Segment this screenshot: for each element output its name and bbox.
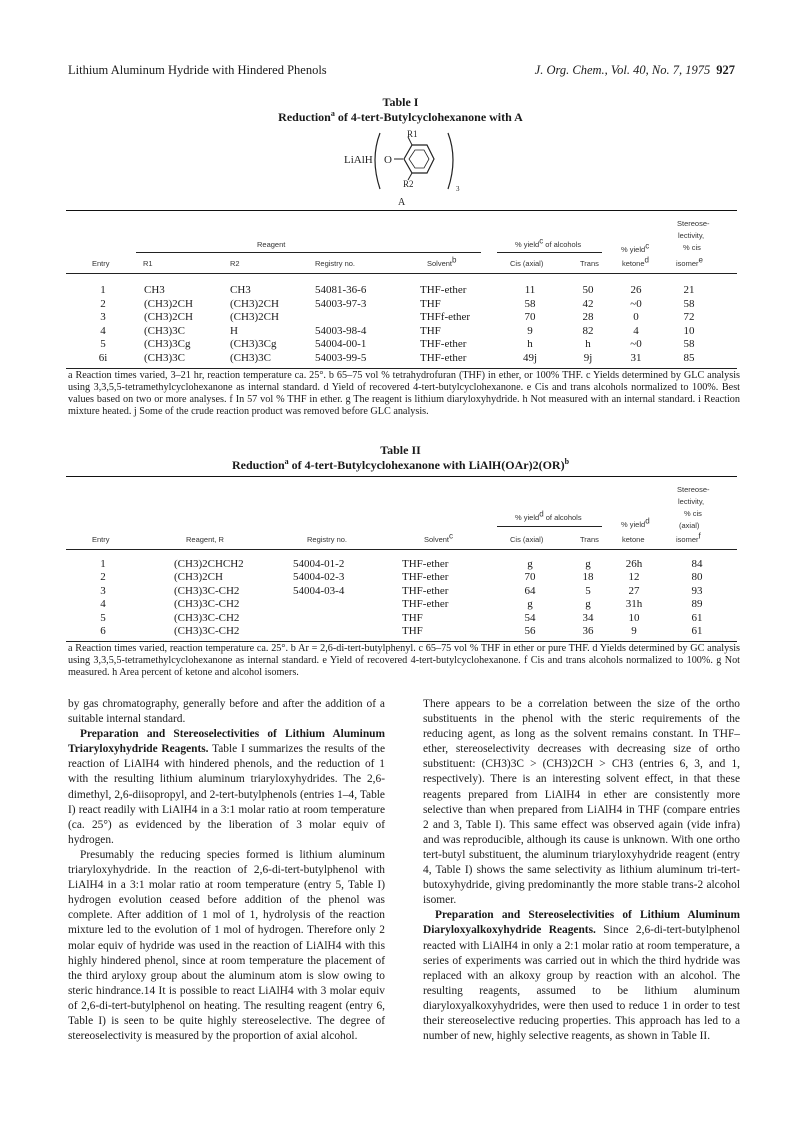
t2-cell-solvent: THF (402, 611, 423, 624)
t1-yield-alc-sup: c (539, 236, 544, 246)
t2-cell-sel: 93 (691, 584, 703, 597)
t2-yield-ket-sup: d (645, 516, 650, 526)
section-heading: Preparation and Stereoselectivities of Lithium Aluminum Diaryloxyalkoxyhydride Reagents. (423, 909, 740, 937)
body-paragraph (423, 908, 740, 1044)
t2-cell-entry: 3 (100, 584, 106, 597)
t1-cell-sel: 58 (683, 297, 695, 310)
t2-cell-ketone: 26h (625, 558, 643, 570)
t2-cell-trans: g (585, 598, 591, 611)
t2-cell-cis: 56 (524, 625, 536, 637)
body-paragraph (68, 697, 385, 727)
structure-label: A (398, 197, 406, 207)
t2-head-reagent: Reagent, R (186, 535, 224, 544)
t1-cell-trans: 28 (582, 311, 594, 323)
body-left-column (68, 697, 385, 1044)
paragraph-text: Presumably the reducing species formed is lithium aluminum triaryloxyhydride. In the reaction of 2,6-di-tert-butylphenol with LiAlH4 in a 3:1 molar ratio at room temperature (entry 5, Table I) hydrogen evolution ceased before addition of the phenol was complete. After addition of 1 mol of 1, hydrolysis of the reaction mixture led to the evolution of 1 mol of hydrogen. Therefore only 2 molar equiv of hydride was used in the reaction of LiAlH4 with this highly hindered phenol, since at room temperature the placement of the third aryloxy group about the aluminum atom is slow owing to steric hindrance.14 It is possible to react LiAlH4 with 3 molar equiv of 2,6-di-tert-butylphenol on heating. The resulting reagent (entry 6, Table I) is seen to be quite highly stereoselective. The degree of stereoselectivity is measured by the proportion of axial alcohol. (68, 848, 385, 1043)
t1-cell-reg: 54081-36-6 (315, 284, 367, 296)
t1-cell-r1: (CH3)3C (144, 351, 185, 364)
paragraph-text: by gas chromatography, generally before and after the addition of a suitable internal standard. (68, 698, 385, 726)
t1-cell-cis: 70 (524, 311, 536, 323)
t1-ketone-text: ketone (622, 259, 645, 268)
table2-title: Table II (380, 443, 421, 457)
t1-cell-solvent: THF (420, 324, 441, 337)
t2-cell-r: (CH3)3C-CH2 (174, 598, 240, 611)
t1-head-cis: Cis (axial) (510, 259, 544, 268)
t2-cell-ketone: 27 (628, 584, 640, 597)
section-heading: Preparation and Stereoselectivities of Lithium Aluminum Triaryloxyhydride Reagents. (68, 728, 385, 756)
table1-top-rule (66, 210, 737, 211)
t2-head-yield-alc (515, 509, 582, 522)
t1-cell-cis: 9 (527, 324, 533, 337)
structure-a-diagram (330, 127, 470, 207)
paragraph-text: Since 2,6-di-tert-butylphenol reacted with LiAlH4 in only a 2:1 molar ratio at room temperature, a series of experiments was carried out in which the third hydride was replaced with an alkoxy group by reaction with an alcohol. The resulting reagents, assumed to be lithium aluminum diaryloxyalkoxyhydrides, were then used to reduce 1 in order to test their stereoselective reducing properties. This approach has led to a number of new, highly selective reagents, as shown in Table II. (423, 924, 740, 1043)
t1-cell-r1: (CH3)3C (144, 324, 185, 337)
t2-yield-rule (497, 526, 602, 527)
t2-solvent-sup: c (449, 531, 454, 541)
table2-caption-sup: a (284, 457, 289, 466)
table2-header-rule (66, 549, 737, 550)
t2-head-cis: Cis (axial) (510, 535, 544, 544)
t2-head-solvent (424, 531, 454, 544)
t1-cell-trans: 82 (582, 324, 594, 337)
t1-cell-sel: 21 (683, 284, 695, 296)
table2-footnotes: a Reaction times varied, reaction temperature ca. 25°. b Ar = 2,6-di-tert-butylphenyl. c 65–75 vol % THF in ether or pure THF. d Yields determined by GC analysis using 3,3,5,5-tetramethylcyclohexanone as internal standard. e Yield of recovered 4-tert-butylcyclohexanone. f Cis and trans alcohols normalized to 100%. g Not measured. h Area percent of ketone and alcohol isomers. (68, 643, 740, 678)
t2-cell-entry: 4 (100, 598, 106, 611)
structure-oxygen: O (384, 154, 392, 166)
t2-cell-solvent: THF-ether (402, 571, 449, 584)
t1-head-yield-alc (515, 236, 582, 249)
t1-cell-entry: 1 (100, 284, 106, 296)
t2-cell-entry: 1 (100, 558, 106, 570)
t1-head-solvent (427, 255, 457, 268)
t1-head-trans: Trans (580, 259, 599, 268)
t1-cell-trans: h (585, 338, 591, 350)
t2-cell-reg: 54004-02-3 (293, 571, 345, 584)
t1-cell-reg: 54003-97-3 (315, 297, 367, 310)
t2-cell-sel: 61 (691, 625, 703, 637)
t1-cell-solvent: THFf-ether (420, 311, 471, 323)
t2-cell-entry: 6 (100, 625, 106, 637)
table1-header-rule (66, 273, 737, 274)
journal-citation: J. Org. Chem., Vol. 40, No. 7, 1975 (534, 63, 711, 77)
t1-cell-r2: CH3 (230, 284, 251, 296)
t1-cell-entry: 3 (100, 311, 106, 323)
t2-head-ketone: ketone (622, 535, 645, 544)
t2-head-trans: Trans (580, 535, 599, 544)
t1-reagent-rule (136, 252, 481, 253)
t1-yield-ket-text: % yield (621, 245, 646, 254)
t1-cell-entry: 2 (100, 297, 106, 310)
t1-cell-ketone: 26 (630, 284, 642, 296)
t2-head-stereo2: lectivity, (678, 497, 705, 506)
t1-head-stereo2: lectivity, (678, 231, 705, 240)
t1-cell-solvent: THF-ether (420, 284, 467, 296)
table2-caption (0, 458, 801, 472)
t1-ketone-sup: d (644, 255, 649, 265)
t2-head-entry: Entry (92, 535, 110, 544)
t2-head-stereo3: % cis (684, 509, 702, 518)
t1-yield-ket-sup: c (645, 241, 650, 251)
t1-cell-sel: 10 (683, 324, 695, 337)
page-number: 927 (716, 63, 735, 77)
t2-cell-cis: g (527, 558, 533, 570)
t2-cell-solvent: THF-ether (402, 558, 449, 570)
t2-yield-ket-text: % yield (621, 520, 646, 529)
t1-cell-r1: CH3 (144, 284, 165, 296)
structure-r2: R2 (403, 179, 414, 189)
table1-footnotes: a Reaction times varied, 3–21 hr, reaction temperature ca. 25°. b 65–75 vol % tetrahydrofuran (THF) in ether, or 100% THF. c Yields determined by GLC analysis using 3,3,5,5-tetramethylcyclohexanone as internal standard. d Yield of recovered 4-tert-butylcyclohexanone. e Cis and trans alcohols normalized to 100%. Best values based on two or more analyses. f In 57 vol % THF in ether. g The reagent is lithium diaryloxyhydride. h Not measured with an internal standard. i Reaction mixture heated. j Some of the crude reaction product was removed before GLC analysis. (68, 370, 740, 417)
t2-cell-ketone: 9 (631, 625, 637, 637)
t2-cell-trans: 34 (582, 611, 594, 624)
t1-cell-r2: (CH3)3C (230, 351, 271, 364)
t1-head-entry: Entry (92, 259, 110, 268)
structure-left-paren (375, 133, 380, 189)
t2-head-stereo1: Stereose- (677, 485, 710, 494)
t1-cell-sel: 85 (683, 351, 695, 364)
t2-cell-cis: g (527, 598, 533, 611)
t2-head-stereo5 (676, 531, 701, 544)
t1-cell-reg: 54003-98-4 (315, 324, 367, 337)
t2-cell-entry: 2 (100, 571, 106, 584)
body-paragraph (68, 848, 385, 1044)
t2-cell-r: (CH3)3C-CH2 (174, 584, 240, 597)
t1-head-ketone (622, 255, 649, 268)
table1-title: Table I (382, 95, 419, 109)
t1-head-reagent: Reagent (257, 240, 286, 249)
paragraph-text: Table I summarizes the results of the reaction of LiAlH4 with hindered phenols, and the reduction of 1 with the resulting lithium aluminum triaryloxyhydrides. The 2,6-dimethyl, 2,6-diisopropyl, and 2-tert-butylphenols (entries 1–4, Table I) react readily with LiAlH4 in a 3:1 molar ratio at room temperature (ca. 25°) as evidenced by the liberation of 3 molar equiv of hydrogen. (68, 743, 385, 846)
t2-cell-reg: 54004-03-4 (293, 584, 345, 597)
t2-yield-alc-sup: d (539, 509, 544, 519)
t2-cell-sel: 61 (691, 611, 703, 624)
t1-cell-entry: 4 (100, 324, 106, 337)
t1-yield-alc-text: % yield (515, 240, 540, 249)
t1-cell-entry: 5 (100, 338, 106, 350)
t1-cell-r1: (CH3)2CH (144, 297, 193, 310)
t2-stereo5-text: isomer (676, 535, 699, 544)
t1-head-stereo1: Stereose- (677, 219, 710, 228)
t1-cell-reg: 54003-99-5 (315, 351, 367, 364)
table2-bottom-rule (66, 641, 737, 642)
t2-cell-solvent: THF-ether (402, 584, 449, 597)
t1-cell-ketone: 0 (633, 311, 639, 323)
t2-cell-cis: 70 (524, 571, 536, 584)
t2-cell-ketone: 12 (628, 571, 640, 584)
t2-cell-solvent: THF (402, 625, 423, 637)
t1-yield-alc-post: of alcohols (543, 240, 582, 249)
t1-cell-ketone: 31 (630, 351, 642, 364)
table1-caption-sup: a (330, 109, 335, 118)
structure-lialh: LiAlH (344, 154, 373, 166)
t2-cell-sel: 84 (691, 558, 703, 570)
t2-cell-ketone: 10 (628, 611, 640, 624)
table1-caption (0, 110, 801, 124)
t1-cell-trans: 50 (582, 284, 594, 296)
t2-head-stereo4: (axial) (679, 521, 700, 530)
paragraph-text: There appears to be a correlation between the size of the ortho substituents in the phenol with the steric requirements of the reducing agent, as long as the solvent remains constant. In THF–ether, stereoselectivity decreases with decreasing size of ortho substituent: (CH3)3C > (CH3)2CH > CH3 (entries 6, 3, and 1, respectively). There is an interesting solvent effect, in that these reagents prepared from LiAlH4 in ether are consistently more selective than when prepared from LiAlH4 in THF (compare entries 2 and 3, Table I). This same effect was observed again (vide infra) and was reproducible, although its cause is unknown. With one ortho tert-butyl substituent, the aluminum triaryloxyhydride reagent (entry 4, Table I) shows the same selectivity as lithium aluminum tri-tert-butoxyhydride, giving predominantly the more stable trans-2 alcohol isomer. (423, 698, 740, 907)
t2-yield-alc-text: % yield (515, 513, 540, 522)
t2-cell-r: (CH3)2CH (174, 571, 223, 584)
t1-stereo4-text: isomer (676, 259, 699, 268)
structure-benzene-inner (409, 150, 429, 168)
t1-cell-r2: (CH3)2CH (230, 311, 279, 323)
structure-r1: R1 (407, 129, 418, 139)
t2-cell-trans: g (585, 558, 591, 570)
body-right-column (423, 697, 740, 1044)
t2-head-registry: Registry no. (307, 535, 348, 544)
running-header-title: Lithium Aluminum Hydride with Hindered Phenols (68, 63, 327, 77)
t2-cell-sel: 89 (691, 598, 703, 611)
t1-cell-cis: h (527, 338, 533, 350)
table2-caption-pre: Reduction (231, 458, 285, 472)
t2-cell-reg: 54004-01-2 (293, 558, 345, 570)
t1-cell-ketone: ~0 (630, 297, 642, 310)
t1-cell-sel: 58 (683, 338, 695, 350)
structure-benzene-ring (404, 145, 434, 173)
t1-cell-solvent: THF-ether (420, 351, 467, 364)
t1-head-r2: R2 (230, 259, 240, 268)
t2-cell-r: (CH3)3C-CH2 (174, 625, 240, 637)
t2-cell-cis: 64 (524, 584, 536, 597)
structure-right-paren (448, 133, 453, 189)
table2-caption-sup2: b (564, 457, 570, 466)
t1-cell-ketone: ~0 (630, 338, 642, 350)
t2-cell-ketone: 31h (625, 598, 643, 611)
t1-cell-solvent: THF-ether (420, 338, 467, 350)
t1-cell-cis: 49j (522, 351, 538, 364)
t1-cell-r2: (CH3)2CH (230, 297, 279, 310)
t2-cell-r: (CH3)3C-CH2 (174, 611, 240, 624)
t1-cell-r2: (CH3)3Cg (230, 338, 277, 350)
t1-cell-cis: 11 (524, 284, 536, 296)
t2-cell-trans: 36 (582, 625, 594, 637)
t2-cell-r: (CH3)2CHCH2 (174, 558, 244, 570)
t1-solvent-sup: b (452, 255, 457, 265)
t2-stereo-sup: f (698, 531, 701, 541)
t1-solvent-text: Solvent (427, 259, 453, 268)
t1-head-r1: R1 (143, 259, 153, 268)
running-header-journal (535, 63, 735, 78)
t2-cell-solvent: THF-ether (402, 598, 449, 611)
body-paragraph (68, 727, 385, 848)
t1-cell-trans: 42 (582, 297, 594, 310)
t1-cell-r2: H (230, 324, 238, 337)
t1-head-registry: Registry no. (315, 259, 356, 268)
t2-cell-sel: 80 (691, 571, 703, 584)
t1-head-yield-ket (621, 241, 650, 254)
table2-caption-post: of 4-tert-Butylcyclohexanone with LiAlH(OAr)2(OR) (288, 458, 565, 472)
t1-cell-entry: 6i (98, 351, 108, 364)
t1-cell-ketone: 4 (633, 324, 639, 337)
t1-cell-cis: 58 (524, 297, 536, 310)
t2-solvent-text: Solvent (424, 535, 450, 544)
t1-cell-solvent: THF (420, 297, 441, 310)
t1-stereo-sup: e (698, 255, 703, 265)
t1-cell-r1: (CH3)2CH (144, 311, 193, 323)
t1-cell-reg: 54004-00-1 (315, 338, 367, 350)
t1-yield-rule (497, 252, 602, 253)
t2-yield-alc-post: of alcohols (543, 513, 582, 522)
structure-subscript: 3 (456, 185, 460, 193)
t2-head-yield-ket (621, 516, 650, 529)
t1-head-stereo4 (676, 255, 703, 268)
t1-cell-sel: 72 (683, 311, 695, 323)
t1-head-stereo3: % cis (683, 243, 701, 252)
t2-cell-trans: 5 (585, 584, 591, 597)
t2-cell-cis: 54 (524, 611, 536, 624)
table2-top-rule (66, 476, 737, 477)
table1-caption-pre: Reduction (278, 110, 331, 124)
t1-cell-r1: (CH3)3Cg (144, 338, 191, 350)
table1-bottom-rule (66, 368, 737, 369)
table1-caption-post: of 4-tert-Butylcyclohexanone with A (334, 110, 523, 124)
t2-cell-trans: 18 (582, 571, 594, 584)
body-paragraph (423, 697, 740, 908)
t2-cell-entry: 5 (100, 611, 106, 624)
t1-cell-trans: 9j (583, 351, 593, 364)
